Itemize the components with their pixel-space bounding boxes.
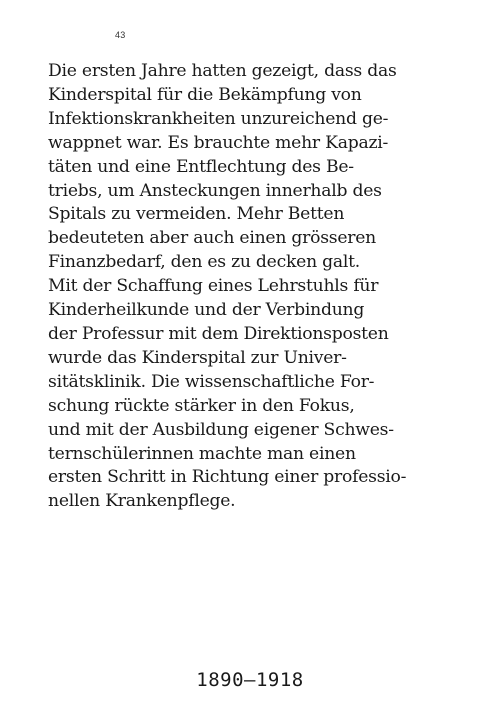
page-number: 43 [115, 30, 126, 40]
text-line: nellen Krankenpflege. [48, 491, 236, 512]
text-line: wurde das Kinderspital zur Univer- [48, 347, 347, 368]
text-line: Spitals zu vermeiden. Mehr Betten [48, 204, 345, 225]
text-line: ternschülerinnen machte man einen [48, 443, 356, 464]
chapter-label: 1890—1918 [196, 669, 304, 691]
text-line: Kinderheilkunde und der Verbindung [48, 300, 365, 321]
text-line: Die ersten Jahre hatten gezeigt, dass das [48, 61, 397, 81]
text-line: wappnet war. Es brauchte mehr Kapazi- [48, 132, 389, 153]
text-line: täten und eine Entflechtung des Be- [48, 156, 354, 177]
text-line: Finanzbedarf, den es zu decken galt. [48, 252, 360, 273]
text-line: sitätsklinik. Die wissenschaftliche For- [48, 371, 375, 392]
text-line: der Professur mit dem Direktionsposten [48, 323, 389, 344]
text-line: und mit der Ausbildung eigener Schwes- [48, 419, 394, 440]
text-line: bedeuteten aber auch einen grösseren [48, 228, 376, 249]
text-line: ersten Schritt in Richtung einer professio- [48, 467, 407, 488]
text-line: triebs, um Ansteckungen innerhalb des [48, 180, 382, 201]
text-line: Mit der Schaffung eines Lehrstuhls für [48, 276, 379, 297]
text-line: Kinderspital für die Bekämpfung von [48, 84, 362, 105]
body-paragraph [48, 60, 468, 514]
text-line: Infektionskrankheiten unzureichend ge- [48, 108, 389, 129]
text-line: schung rückte stärker in den Fokus, [48, 395, 355, 416]
